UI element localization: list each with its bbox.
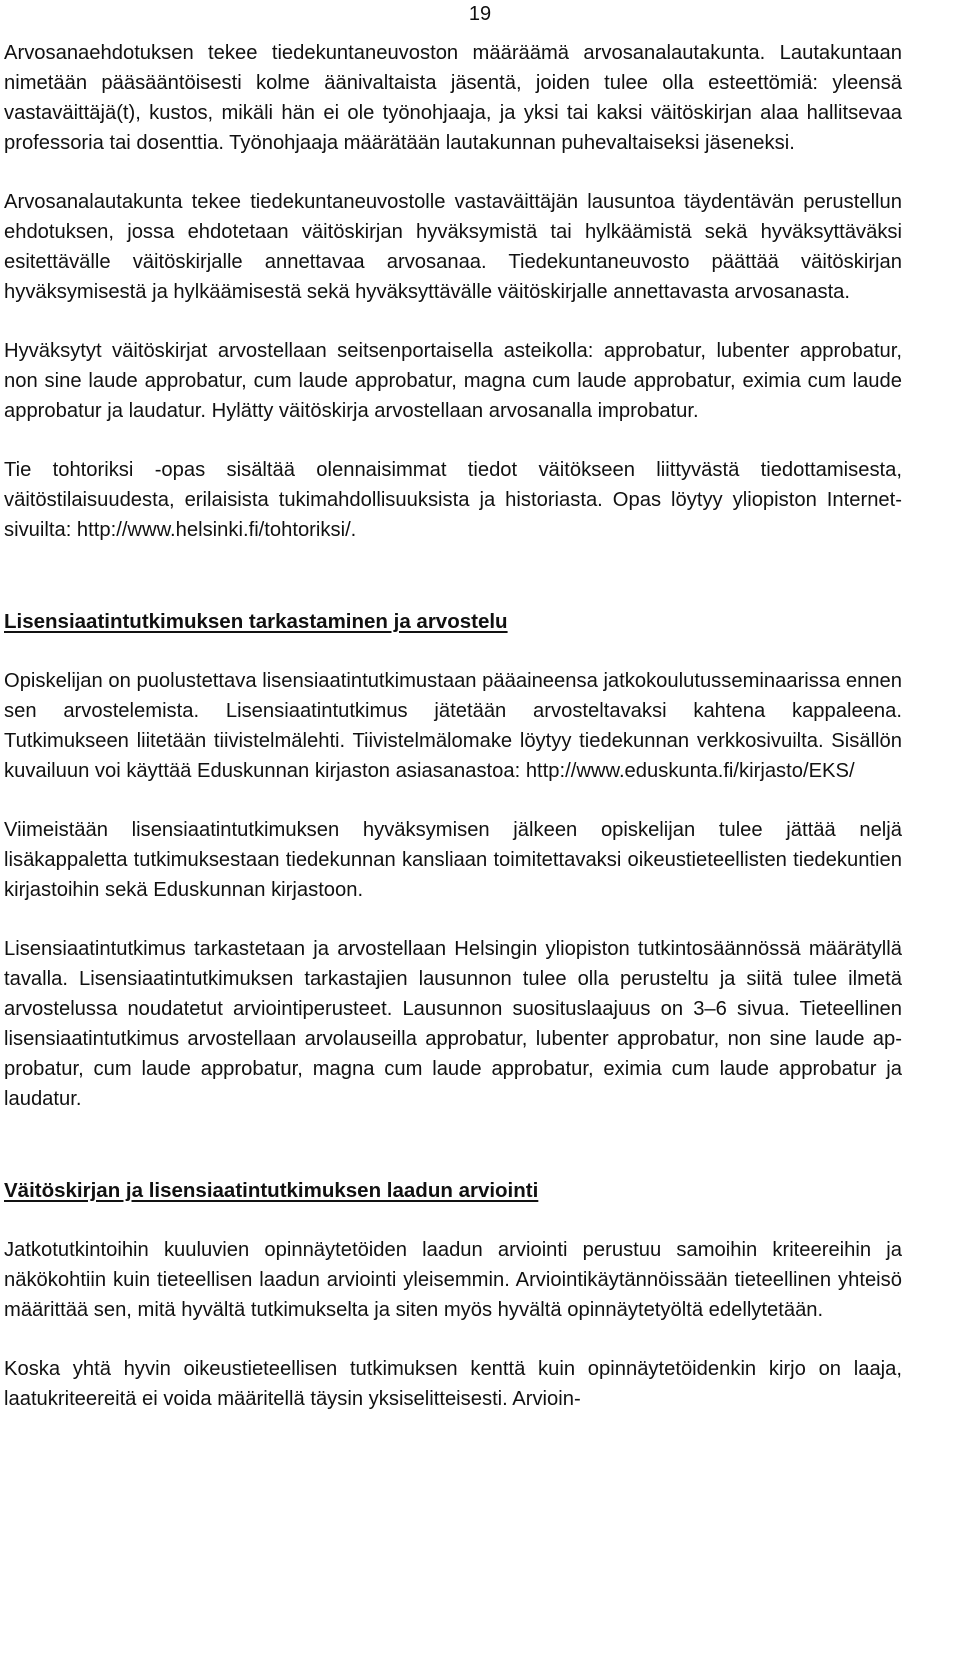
page-body (4, 38, 902, 1414)
heading-quality-assessment: Väitöskirjan ja lisensiaatintutkimuksen laadun arviointi (4, 1179, 539, 1202)
paragraph-committee-proposal: Arvosanalautakunta tekee tiedekuntaneuvostolle vastaväittäjän lausuntoa täydentävän perustellun ehdotuksen, jossa ehdotetaan väitöskirjan hyväksymistä tai hylkäämistä sekä hyväksyttäväksi esitettävälle väitöskirjalle annettavaa arvosanaa. Tiedekuntaneuvosto päättää väitöskirjan hyväksymisestä ja hylkäämisestä sekä hyväksyttävälle väitöskirjalle annettavasta arvosanasta. (4, 191, 902, 303)
paragraph-grading-scale: Hyväksytyt väitöskirjat arvostellaan seitsenportaisella asteikolla: approbatur, lubenter approbatur, non sine laude approbatur, cum laude approbatur, magna cum laude approbatur, eximia cum laude approbatur ja laudatur. Hylätty väitöskirja arvostellaan arvosanalla improbatur. (4, 340, 902, 422)
paragraph-licentiate-grading: Lisensiaatintutkimus tarkastetaan ja arvostellaan Helsingin yliopiston tutkintosäännössä määrätyllä tavalla. Lisensiaatintutkimuksen tarkastajien lausunnon tulee olla perusteltu ja siitä tulee ilmetä arvostelussa noudatetut arviointiperusteet. Lausunnon suosituslaajuus on 3–6 sivua. Tieteellinen lisensiaatintutkimus arvostellaan arvolauseilla approbatur, lubenter approbatur, non sine laude approbatur, cum laude approbatur, magna cum laude approbatur, eximia cum laude approbatur ja laudatur. (4, 938, 902, 1110)
paragraph-licentiate-defense: Opiskelijan on puolustettava lisensiaatintutkimustaan pääaineensa jatkokoulutusseminaarissa ennen sen arvostelemista. Lisensiaatintutkimus jätetään arvosteltavaksi kahtena kappaleena. Tutkimukseen liitetään tiivistelmälehti. Tiivistelmälomake löytyy tiedekunnan verkkosivuilta. Sisällön kuvailuun voi käyttää Eduskunnan kirjaston asiasanastoa: http://www.eduskunta.fi/kirjasto/EKS/ (4, 670, 902, 782)
page-number: 19 (468, 3, 492, 25)
paragraph-extra-copies: Viimeistään lisensiaatintutkimuksen hyväksymisen jälkeen opiskelijan tulee jättää neljä lisäkappaletta tutkimuksestaan tiedekunnan kansliaan toimitettavaksi oikeustieteellisten tiedekuntien kirjastoihin sekä Eduskunnan kirjastoon. (4, 819, 902, 901)
paragraph-doctoral-guide: Tie tohtoriksi -opas sisältää olennaisimmat tiedot väitökseen liittyvästä tiedottamisesta, väitöstilaisuudesta, erilaisista tukimahdollisuuksista ja historiasta. Opas löytyy yliopiston Internet-sivuilta: http://www.helsinki.fi/tohtoriksi/. (4, 459, 902, 541)
paragraph-grading-committee: Arvosanaehdotuksen tekee tiedekuntaneuvoston määräämä arvosanalautakunta. Lautakuntaan nimetään pääsääntöisesti kolme äänivaltaista jäsentä, joiden tulee olla esteettömiä: yleensä vastaväittäjä(t), kustos, mikäli hän ei ole työnohjaaja, ja yksi tai kaksi väitöskirjan alaa hallitsevaa professoria tai dosenttia. Työnohjaaja määrätään lautakunnan puhevaltaiseksi jäseneksi. (4, 42, 902, 154)
paragraph-quality-criteria: Jatkotutkintoihin kuuluvien opinnäytetöiden laadun arviointi perustuu samoihin kriteereihin ja näkökohtiin kuin tieteellisen laadun arviointi yleisemmin. Arviointikäytännöissään tieteellinen yhteisö määrittää sen, mitä hyvältä tutkimukselta ja siten myös hyvältä opinnäytetyöltä edellytetään. (4, 1239, 902, 1321)
paragraph-quality-criteria-continued: Koska yhtä hyvin oikeustieteellisen tutkimuksen kenttä kuin opinnäytetöidenkin kirjo on laaja, laatukriteereitä ei voida määritellä täysin yksiselitteisesti. Arvioin- (4, 1358, 902, 1410)
heading-licentiate-review: Lisensiaatintutkimuksen tarkastaminen ja arvostelu (4, 610, 508, 633)
